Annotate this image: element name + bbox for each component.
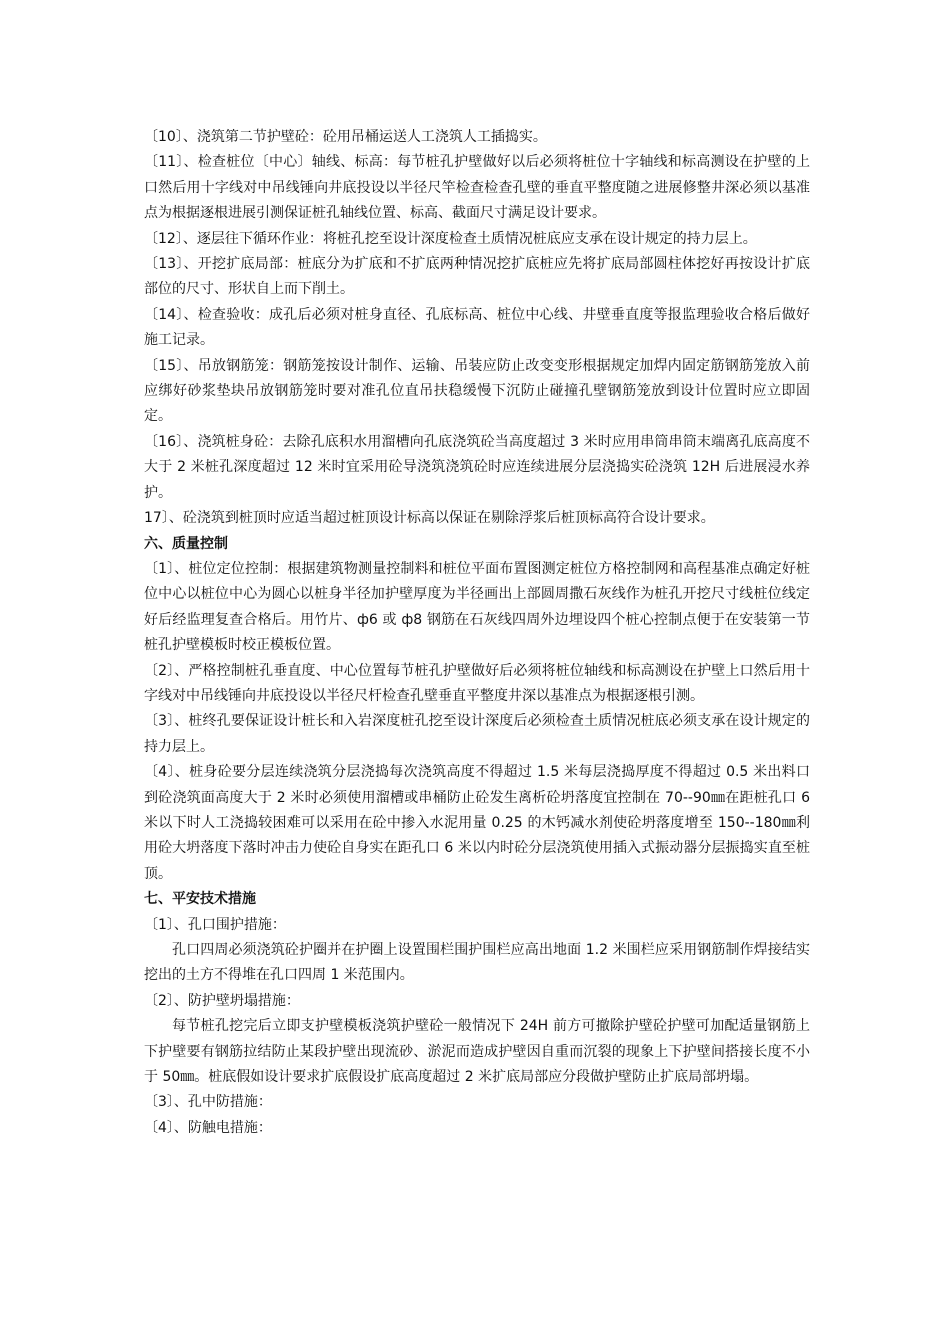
paragraph-safety-1-title: 〔1〕、孔口围护措施： [144,916,286,933]
paragraph-step-12: 〔12〕、逐层往下循环作业：将桩孔挖至设计深度检查土质情况桩底应支承在设计规定的持力层上。 [144,230,757,247]
document-body [144,125,810,1141]
paragraph-step-11: 〔11〕、检查桩位〔中心〕轴线、标高：每节桩孔护壁做好以后必须将桩位十字轴线和标高测设在护壁的上口然后用十字线对中吊线锤向井底投设以半径尺竿检查检查孔壁的垂直平整度随之进展修整井深必须以基准点为根据逐根进展引测保证桩孔轴线位置、标高、截面尺寸满足设计要求。 [144,154,810,222]
paragraph-quality-2: 〔2〕、严格控制桩孔垂直度、中心位置每节桩孔护壁做好后必须将桩位轴线和标高测设在护壁上口然后用十字线对中吊线锤向井底投设以半径尺杆检查孔壁垂直平整度井深以基准点为根据逐根引测。 [144,662,810,704]
paragraph-step-17: 17〕、砼浇筑到桩顶时应适当超过桩顶设计标高以保证在剔除浮浆后桩顶标高符合设计要求。 [144,510,715,527]
paragraph-step-14: 〔14〕、检查验收：成孔后必须对桩身直径、孔底标高、桩位中心线、井壁垂直度等报监理验收合格后做好施工记录。 [144,306,810,349]
paragraph-step-16: 〔16〕、浇筑桩身砼：去除孔底积水用溜槽向孔底浇筑砼当高度超过 3 米时应用串筒串筒末端离孔底高度不大于 2 米桩孔深度超过 12 米时宜采用砼导浇筑浇筑砼时应连续进展分层浇捣实砼浇筑 12H 后进展浸水养护。 [144,433,810,501]
paragraph-safety-2-body: 每节桩孔挖完后立即支护壁模板浇筑护壁砼一般情况下 24H 前方可撤除护壁砼护壁可加配适量钢筋上下护壁要有钢筋拉结防止某段护壁出现流砂、淤泥而造成护壁因自重而沉裂的现象上下护壁间搭接长度不小于 50㎜。桩底假如设计要求扩底假设扩底高度超过 2 米扩底局部应分段做护壁防止扩底局部坍塌。 [144,1018,810,1086]
paragraph-step-13: 〔13〕、开挖扩底局部：桩底分为扩底和不扩底两种情况挖扩底桩应先将扩底局部圆柱体挖好再按设计扩底部位的尺寸、形状自上而下削土。 [144,256,810,298]
paragraph-step-15: 〔15〕、吊放钢筋笼：钢筋笼按设计制作、运输、吊装应防止改变变形根据规定加焊内固定筋钢筋笼放入前应绑好砂浆垫块吊放钢筋笼时要对准孔位直吊扶稳缓慢下沉防止碰撞孔壁钢筋笼放到设计位置时应立即固定。 [144,357,810,425]
paragraph-safety-1-body: 孔口四周必须浇筑砼护圈并在护圈上设置围栏围护围栏应高出地面 1.2 米围栏应采用钢筋制作焊接结实挖出的土方不得堆在孔口四周 1 米范围内。 [144,942,810,984]
paragraph-quality-4: 〔4〕、桩身砼要分层连续浇筑分层浇捣每次浇筑高度不得超过 1.5 米每层浇捣厚度不得超过 0.5 米出料口到砼浇筑面高度大于 2 米时必须使用溜槽或串桶防止砼发生离析砼坍落度宜控制在 70--90㎜在距桩孔口 6 米以下时人工浇捣较困难可以采用在砼中掺入水泥用量 0.25 的木钙减水剂使砼坍落度增至 150--180㎜利用砼大坍落度下落时冲击力使砼自身实在距孔口 6 米以内时砼分层浇筑使用插入式振动器分层振捣实直至桩顶。 [144,764,810,882]
paragraph-quality-1: 〔1〕、桩位定位控制：根据建筑物测量控制料和桩位平面布置图测定桩位方格控制网和高程基准点确定好桩位中心以桩位中心为圆心以桩身半径加护壁厚度为半径画出上部圆周撒石灰线作为桩孔开挖尺寸线桩位线定好后经监理复查合格后。用竹片、ф6 或 ф8 钢筋在石灰线四周外边埋设四个桩心控制点便于在安装第一节桩孔护壁模板时校正模板位置。 [144,560,810,654]
paragraph-safety-2-title: 〔2〕、防护壁坍塌措施： [144,992,300,1009]
paragraph-step-10: 〔10〕、浇筑第二节护壁砼：砼用吊桶运送人工浇筑人工插捣实。 [144,129,547,145]
paragraph-quality-3: 〔3〕、桩终孔要保证设计桩长和入岩深度桩孔挖至设计深度后必须检查土质情况桩底必须支承在设计规定的持力层上。 [144,713,810,755]
paragraph-safety-4-title: 〔4〕、防触电措施： [144,1119,272,1136]
paragraph-safety-3-title: 〔3〕、孔中防措施： [144,1094,272,1111]
section-heading-quality-control: 六、质量控制 [144,535,228,552]
section-heading-safety-measures: 七、平安技术措施 [144,891,256,908]
